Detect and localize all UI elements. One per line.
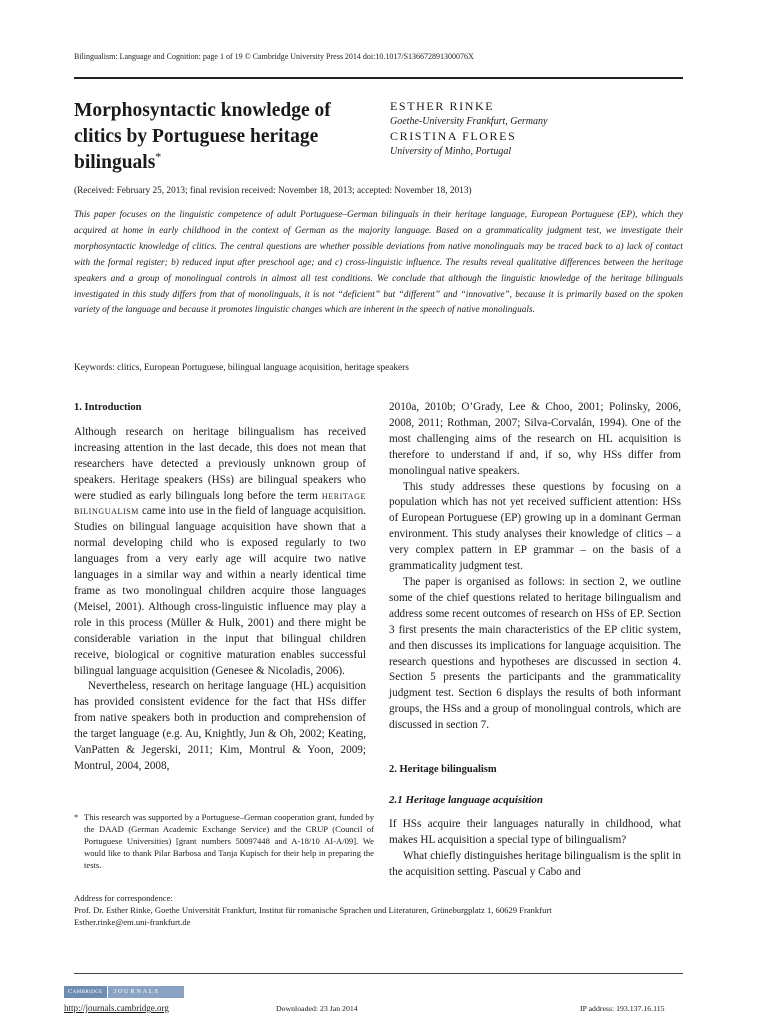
right-column: [389, 400, 681, 734]
paragraph: This study addresses these questions by focusing on a population which has not yet received sufficient attention: HSs of European Portuguese (EP) growing up in a dominant German environment. This study analyses their knowledge of clitics – a very complex pattern in EP grammar – on the basis of a grammaticality judgment test.: [389, 480, 681, 573]
keywords: Keywords: clitics, European Portuguese, bilingual language acquisition, heritage speakers: [74, 363, 409, 373]
paragraph: What chiefly distinguishes heritage bilingualism is the split in the acquisition setting. Pascual y Cabo and: [389, 849, 681, 878]
correspondence-label: Address for correspondence:: [74, 893, 173, 903]
subsection-heading: 2.1 Heritage language acquisition: [389, 794, 544, 806]
download-date: Downloaded: 23 Jan 2014: [276, 1004, 358, 1013]
correspondence-address: Prof. Dr. Esther Rinke, Goethe Universität Frankfurt, Institut für romanische Sprachen und Literaturen, Grüneburgplatz 1, 60629 Frankfurt: [74, 905, 552, 915]
author-affiliation: University of Minho, Portugal: [390, 146, 512, 157]
right-column-lower: [389, 817, 681, 881]
received-dates: (Received: February 25, 2013; final revision received: November 18, 2013; accepted: November 18, 2013): [74, 186, 472, 196]
author-list: [390, 99, 690, 159]
author-name: ESTHER RINKE: [390, 99, 495, 113]
title-footnote-marker[interactable]: *: [155, 149, 162, 164]
abstract: This paper focuses on the linguistic competence of adult Portuguese–German bilinguals in their heritage language, European Portuguese (EP), which they acquired at home in early childhood in the context of German as the majority language. Based on a grammaticality judgment test, we investigate their morphosyntactic knowledge of clitics. The central questions are whether possible deviations from native monolinguals may be traced back to a) lack of contact with the formal register; b) reduced input after preschool age; and c) cross-linguistic influence. The results reveal qualitative differences between the heritage speakers and a group of monolingual controls in almost all test conditions. We conclude that although the linguistic knowledge of the heritage bilinguals investigated in this study differs from that of monolinguals, it is not “deficient” but “different” and “innovative”, because it is primarily based on the spoken variety of the language and because it promotes linguistic changes which are inherent in the speech of native monolinguals.: [74, 210, 683, 316]
journal-header: Bilingualism: Language and Cognition: page 1 of 19 © Cambridge University Press 2014 doi:10.1017/S136672891300076X: [74, 52, 474, 61]
header-rule: [74, 77, 683, 79]
article-title: [74, 98, 374, 176]
section-heading: 2. Heritage bilingualism: [389, 764, 497, 775]
left-column: [74, 400, 366, 775]
logo-text: JOURNALS: [107, 986, 164, 998]
paragraph: If HSs acquire their languages naturally in childhood, what makes HL acquisition a special type of bilingualism?: [389, 818, 681, 846]
correspondence: [74, 892, 694, 928]
term-small-caps: heritage bilingualism: [74, 489, 366, 518]
title-text: Morphosyntactic knowledge of clitics by Portuguese heritage bilinguals: [74, 100, 331, 173]
cambridge-journals-logo: [64, 986, 184, 998]
logo-text: Cambridge: [64, 986, 107, 998]
paragraph-text: Although research on heritage bilingualism has received increasing attention in the last decade, this does not mean that researchers have detected a previously unknown group of speakers. Heritage speakers (HSs) are bilingual speakers who were studied as early bilinguals long before the term: [74, 425, 366, 502]
paragraph: 2010a, 2010b; O’Grady, Lee & Choo, 2001; Polinsky, 2006, 2008, 2011; Rothman, 2007; Silva-Corvalán, 1994). One of the most challenging aims of the research on HL acquisition is therefore to understand if and, if so, why HSs differ from monolingual native speakers.: [389, 401, 681, 477]
footnote-text: This research was supported by a Portuguese–German cooperation grant, funded by the DAAD (German Academic Exchange Service) and the CRUP (Council of Portuguese Universities) [grant numbers 50097448 and A-18/10 AI-A/09]. We would like to thank Pilar Barbosa and Tanja Kupisch for their help in preparing the tests.: [84, 812, 374, 870]
paragraph: Nevertheless, research on heritage language (HL) acquisition has provided consistent evidence for the fact that HSs differ from native speakers both in production and comprehension of the target language (e.g. Au, Knightly, Jun & Oh, 2002; Keating, VanPatten & Jegerski, 2011; Kim, Montrul & Yoon, 2009; Montrul, 2004, 2008,: [74, 680, 366, 772]
section-heading: 1. Introduction: [74, 402, 142, 413]
paragraph: The paper is organised as follows: in section 2, we outline some of the chief questions related to heritage bilingualism and address some recent outcomes of research on HSs of EP. Section 3 first presents the main characteristics of the EP clitic system, and then discusses its implications for language acquisition. The research questions and hypotheses are discussed in section 4. Section 5 presents the participants and the grammaticality judgment test. Section 6 displays the results of both informant groups, the HSs and a group of monolingual controls, which are discussed in section 7.: [389, 575, 681, 732]
footer-rule: [74, 973, 683, 974]
paragraph-text: came into use in the field of language acquisition. Studies on bilingual language acquisition have shown that a normal developing child who is exposed regularly to two languages from a very early age will acquire two native languages in a similar way and within a nearly identical time frame as two monolingual children acquire those languages (Meisel, 2001). Although cross-linguistic influence may play a role in this process (Müller & Hulk, 2001) and there might be considerable variation in the input that bilingual children receive, biological or cognitive maturation enables successful bilingual language acquisition (Genesee & Nicoladis, 2006).: [74, 505, 366, 677]
correspondence-email[interactable]: Esther.rinke@em.uni-frankfurt.de: [74, 917, 191, 927]
author-name: CRISTINA FLORES: [390, 129, 517, 143]
footnote: [74, 811, 374, 871]
ip-address: IP address: 193.137.16.115: [580, 1004, 665, 1013]
journal-link[interactable]: http://journals.cambridge.org: [64, 1003, 169, 1013]
paragraph: [74, 425, 366, 680]
author-affiliation: Goethe-University Frankfurt, Germany: [390, 116, 548, 127]
footnote-marker: *: [74, 812, 79, 822]
